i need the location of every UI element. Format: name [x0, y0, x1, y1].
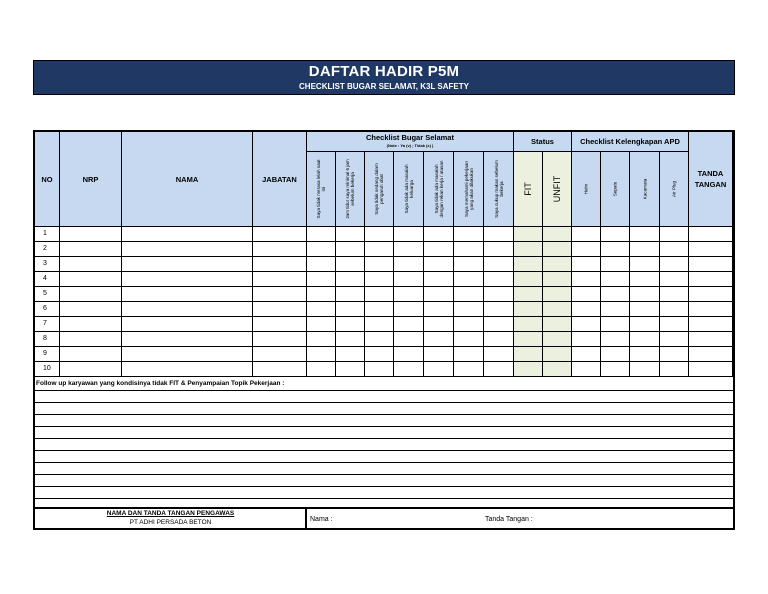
header-bugar-1 [307, 152, 336, 227]
nama-label: Nama : [310, 516, 333, 523]
table-cell[interactable] [60, 317, 122, 331]
table-row [35, 242, 733, 257]
table-row [35, 332, 733, 347]
checklist-note: (Note : Ya (v) ; Tidak (x) ) [386, 143, 434, 148]
table-cell[interactable] [543, 257, 572, 271]
table-cell[interactable] [365, 287, 394, 301]
table-cell[interactable] [572, 242, 601, 256]
table-cell[interactable] [122, 227, 253, 241]
table-cell[interactable] [630, 242, 660, 256]
table-cell[interactable] [454, 317, 484, 331]
table-cell[interactable] [484, 272, 514, 286]
table-cell[interactable] [336, 332, 365, 346]
followup-line[interactable] [35, 486, 733, 487]
table-cell[interactable] [514, 362, 543, 376]
table-row [35, 362, 733, 377]
table-cell[interactable] [601, 242, 630, 256]
table-cell[interactable] [514, 302, 543, 316]
table-cell[interactable] [307, 332, 336, 346]
row-number: 10 [35, 362, 60, 376]
table-cell[interactable] [336, 362, 365, 376]
table-cell[interactable] [572, 347, 601, 361]
table-cell[interactable] [60, 227, 122, 241]
table-cell[interactable] [122, 317, 253, 331]
table-cell[interactable] [336, 347, 365, 361]
table-cell[interactable] [122, 242, 253, 256]
table-cell[interactable] [630, 227, 660, 241]
table-cell[interactable] [543, 272, 572, 286]
checklist-bugar-title: Checklist Bugar Selamat [366, 133, 454, 142]
table-cell[interactable] [253, 302, 307, 316]
table-cell[interactable] [543, 347, 572, 361]
table-cell[interactable] [454, 287, 484, 301]
header-tanda-tangan [689, 132, 733, 227]
table-cell[interactable] [307, 257, 336, 271]
table-cell[interactable] [484, 242, 514, 256]
table-cell[interactable] [454, 347, 484, 361]
table-cell[interactable] [484, 287, 514, 301]
table-cell[interactable] [424, 227, 454, 241]
table-cell[interactable] [660, 242, 689, 256]
table-cell[interactable] [307, 302, 336, 316]
header-bugar-3 [365, 152, 394, 227]
header-apd-helm [572, 152, 601, 227]
table-cell[interactable] [336, 272, 365, 286]
followup-line[interactable] [35, 450, 733, 451]
table-cell[interactable] [122, 272, 253, 286]
apd-label-airplug: Air Plug [671, 180, 677, 198]
table-cell[interactable] [514, 257, 543, 271]
table-cell[interactable] [365, 302, 394, 316]
table-cell[interactable] [253, 257, 307, 271]
table-cell[interactable] [394, 287, 424, 301]
table-cell[interactable] [630, 302, 660, 316]
table-cell[interactable] [630, 347, 660, 361]
table-cell[interactable] [336, 287, 365, 301]
table-cell[interactable] [660, 362, 689, 376]
table-cell[interactable] [484, 317, 514, 331]
table-cell[interactable] [394, 227, 424, 241]
table-cell[interactable] [60, 362, 122, 376]
table-cell[interactable] [454, 242, 484, 256]
table-cell[interactable] [689, 317, 733, 331]
table-cell[interactable] [689, 257, 733, 271]
table-cell[interactable] [660, 287, 689, 301]
table-cell[interactable] [454, 227, 484, 241]
table-cell[interactable] [336, 227, 365, 241]
table-cell[interactable] [60, 302, 122, 316]
attendance-table [33, 130, 735, 530]
table-cell[interactable] [394, 242, 424, 256]
table-cell[interactable] [660, 227, 689, 241]
table-cell[interactable] [514, 347, 543, 361]
table-cell[interactable] [572, 302, 601, 316]
row-number: 6 [35, 302, 60, 316]
table-cell[interactable] [365, 362, 394, 376]
table-cell[interactable] [336, 257, 365, 271]
row-number: 4 [35, 272, 60, 286]
table-cell[interactable] [122, 347, 253, 361]
table-cell[interactable] [253, 287, 307, 301]
table-cell[interactable] [543, 362, 572, 376]
table-cell[interactable] [60, 347, 122, 361]
tanda-tangan-line-2: TANGAN [694, 180, 727, 189]
table-cell[interactable] [424, 347, 454, 361]
table-cell[interactable] [543, 317, 572, 331]
table-cell[interactable] [454, 362, 484, 376]
signature-divider [305, 508, 307, 530]
fit-label: FIT [523, 182, 533, 196]
table-cell[interactable] [630, 332, 660, 346]
header-bugar-2 [336, 152, 365, 227]
row-number: 9 [35, 347, 60, 361]
table-row [35, 317, 733, 332]
table-cell[interactable] [365, 272, 394, 286]
apd-label-helm: Helm [583, 183, 589, 195]
document-title: DAFTAR HADIR P5M [308, 63, 460, 80]
bugar-label-5: Saya tidak ada masalah dengan rekan kerja / atasan [433, 160, 444, 218]
table-cell[interactable] [689, 242, 733, 256]
table-cell[interactable] [543, 287, 572, 301]
table-cell[interactable] [543, 242, 572, 256]
table-cell[interactable] [424, 257, 454, 271]
followup-line[interactable] [35, 438, 733, 439]
table-cell[interactable] [660, 347, 689, 361]
table-row [35, 302, 733, 317]
unfit-label: UNFIT [552, 175, 562, 203]
table-cell[interactable] [424, 317, 454, 331]
table-cell[interactable] [660, 272, 689, 286]
table-cell[interactable] [424, 302, 454, 316]
table-cell[interactable] [365, 257, 394, 271]
header-bugar-7 [484, 152, 514, 227]
row-number: 3 [35, 257, 60, 271]
table-cell[interactable] [307, 242, 336, 256]
table-cell[interactable] [336, 242, 365, 256]
table-cell[interactable] [601, 302, 630, 316]
table-cell[interactable] [572, 362, 601, 376]
table-cell[interactable] [253, 362, 307, 376]
row-number: 5 [35, 287, 60, 301]
table-cell[interactable] [689, 272, 733, 286]
supervisor-title: NAMA DAN TANDA TANGAN PENGAWAS [106, 510, 235, 517]
table-cell[interactable] [572, 317, 601, 331]
followup-line[interactable] [35, 426, 733, 427]
table-cell[interactable] [660, 317, 689, 331]
table-cell[interactable] [689, 302, 733, 316]
table-cell[interactable] [601, 362, 630, 376]
table-cell[interactable] [484, 332, 514, 346]
header-jabatan: JABATAN [253, 132, 307, 227]
table-cell[interactable] [336, 302, 365, 316]
table-cell[interactable] [122, 287, 253, 301]
table-cell[interactable] [689, 362, 733, 376]
header-apd-kacamata [630, 152, 660, 227]
followup-note: Follow up karyawan yang kondisinya tidak FIT & Penyampaian Topik Pekerjaan : [36, 380, 285, 387]
table-cell[interactable] [253, 332, 307, 346]
table-cell[interactable] [365, 317, 394, 331]
table-cell[interactable] [394, 332, 424, 346]
table-cell[interactable] [484, 362, 514, 376]
table-cell[interactable] [572, 227, 601, 241]
table-row [35, 227, 733, 242]
tanda-tangan-label: Tanda Tangan : [485, 516, 533, 523]
bugar-label-6: Saya memahami pekerjaan yang akan dilakukan [463, 161, 474, 217]
table-cell[interactable] [660, 302, 689, 316]
table-cell[interactable] [454, 257, 484, 271]
table-cell[interactable] [601, 272, 630, 286]
table-cell[interactable] [122, 362, 253, 376]
table-cell[interactable] [424, 242, 454, 256]
table-cell[interactable] [60, 287, 122, 301]
table-cell[interactable] [543, 227, 572, 241]
header-apd: Checklist Kelengkapan APD [572, 132, 689, 152]
table-cell[interactable] [514, 242, 543, 256]
table-cell[interactable] [253, 347, 307, 361]
table-row [35, 347, 733, 362]
table-cell[interactable] [424, 362, 454, 376]
header-bugar-5 [424, 152, 454, 227]
tanda-tangan-line-1: TANDA [697, 169, 724, 178]
table-cell[interactable] [394, 257, 424, 271]
table-cell[interactable] [601, 227, 630, 241]
header-checklist-bugar [307, 132, 514, 152]
table-cell[interactable] [660, 257, 689, 271]
table-cell[interactable] [601, 332, 630, 346]
table-cell[interactable] [514, 227, 543, 241]
table-cell[interactable] [60, 257, 122, 271]
header-fit [514, 152, 543, 227]
table-cell[interactable] [689, 347, 733, 361]
row-number: 1 [35, 227, 60, 241]
table-cell[interactable] [572, 287, 601, 301]
table-cell[interactable] [122, 257, 253, 271]
supervisor-block [35, 508, 306, 530]
table-cell[interactable] [307, 362, 336, 376]
followup-line[interactable] [35, 462, 733, 463]
table-cell[interactable] [307, 317, 336, 331]
table-cell[interactable] [601, 287, 630, 301]
table-cell[interactable] [122, 302, 253, 316]
table-cell[interactable] [572, 257, 601, 271]
document-subtitle: CHECKLIST BUGAR SELAMAT, K3L SAFETY [299, 82, 469, 91]
bugar-label-4: Saya tidak ada masalah keluarga [403, 164, 414, 214]
table-cell[interactable] [253, 242, 307, 256]
table-cell[interactable] [307, 272, 336, 286]
row-number: 2 [35, 242, 60, 256]
table-cell[interactable] [394, 347, 424, 361]
title-banner [33, 60, 735, 95]
table-cell[interactable] [394, 362, 424, 376]
table-cell[interactable] [484, 347, 514, 361]
table-cell[interactable] [630, 257, 660, 271]
followup-line[interactable] [35, 390, 733, 391]
header-no: NO [35, 132, 60, 227]
table-cell[interactable] [484, 302, 514, 316]
row-number: 7 [35, 317, 60, 331]
table-cell[interactable] [689, 227, 733, 241]
table-cell[interactable] [253, 272, 307, 286]
table-cell[interactable] [394, 272, 424, 286]
table-cell[interactable] [253, 317, 307, 331]
table-cell[interactable] [122, 332, 253, 346]
table-cell[interactable] [514, 317, 543, 331]
table-row [35, 287, 733, 302]
header-bugar-6 [454, 152, 484, 227]
table-cell[interactable] [424, 272, 454, 286]
bugar-label-2: Jam tidur saya minimal 6 jam sebelum bekerja [344, 159, 355, 219]
table-cell[interactable] [572, 332, 601, 346]
table-cell[interactable] [601, 257, 630, 271]
bugar-label-3: Saya tidak sedang dalam pengaruh obat [373, 163, 384, 215]
followup-line[interactable] [35, 474, 733, 475]
table-cell[interactable] [484, 227, 514, 241]
table-cell[interactable] [307, 347, 336, 361]
table-cell[interactable] [484, 257, 514, 271]
table-cell[interactable] [454, 302, 484, 316]
bugar-label-7: Saya cukup makan sebelum bekerja [493, 160, 504, 218]
table-cell[interactable] [336, 317, 365, 331]
header-bugar-4 [394, 152, 424, 227]
table-row [35, 272, 733, 287]
table-cell[interactable] [60, 332, 122, 346]
table-cell[interactable] [307, 227, 336, 241]
header-nrp: NRP [60, 132, 122, 227]
table-cell[interactable] [514, 287, 543, 301]
table-cell[interactable] [601, 317, 630, 331]
supervisor-company: PT ADHI PERSADA BETON [129, 519, 212, 526]
bugar-label-1: Saya tidak merasa lelah saat ini [315, 159, 326, 219]
table-cell[interactable] [365, 347, 394, 361]
followup-line[interactable] [35, 402, 733, 403]
table-cell[interactable] [689, 287, 733, 301]
table-cell[interactable] [630, 317, 660, 331]
table-cell[interactable] [424, 287, 454, 301]
table-cell[interactable] [514, 272, 543, 286]
table-cell[interactable] [514, 332, 543, 346]
table-cell[interactable] [454, 272, 484, 286]
table-cell[interactable] [689, 332, 733, 346]
table-cell[interactable] [543, 302, 572, 316]
followup-top-rule [35, 376, 733, 377]
table-cell[interactable] [424, 332, 454, 346]
followup-line[interactable] [35, 498, 733, 499]
followup-line[interactable] [35, 414, 733, 415]
table-cell[interactable] [543, 332, 572, 346]
header-apd-sepatu [601, 152, 630, 227]
table-cell[interactable] [630, 287, 660, 301]
table-cell[interactable] [60, 272, 122, 286]
table-cell[interactable] [253, 227, 307, 241]
header-apd-airplug [660, 152, 689, 227]
header-status: Status [514, 132, 572, 152]
table-cell[interactable] [365, 227, 394, 241]
table-cell[interactable] [572, 272, 601, 286]
table-cell[interactable] [365, 332, 394, 346]
apd-label-sepatu: Sepatu [612, 181, 618, 197]
table-cell[interactable] [630, 362, 660, 376]
table-cell[interactable] [60, 242, 122, 256]
table-cell[interactable] [394, 302, 424, 316]
table-cell[interactable] [394, 317, 424, 331]
apd-label-kacamata: Kacamata [641, 178, 647, 200]
table-cell[interactable] [601, 347, 630, 361]
row-number: 8 [35, 332, 60, 346]
header-unfit [543, 152, 572, 227]
table-cell[interactable] [307, 287, 336, 301]
table-cell[interactable] [365, 242, 394, 256]
table-cell[interactable] [454, 332, 484, 346]
table-row [35, 257, 733, 272]
table-cell[interactable] [630, 272, 660, 286]
table-cell[interactable] [660, 332, 689, 346]
header-nama: NAMA [122, 132, 253, 227]
